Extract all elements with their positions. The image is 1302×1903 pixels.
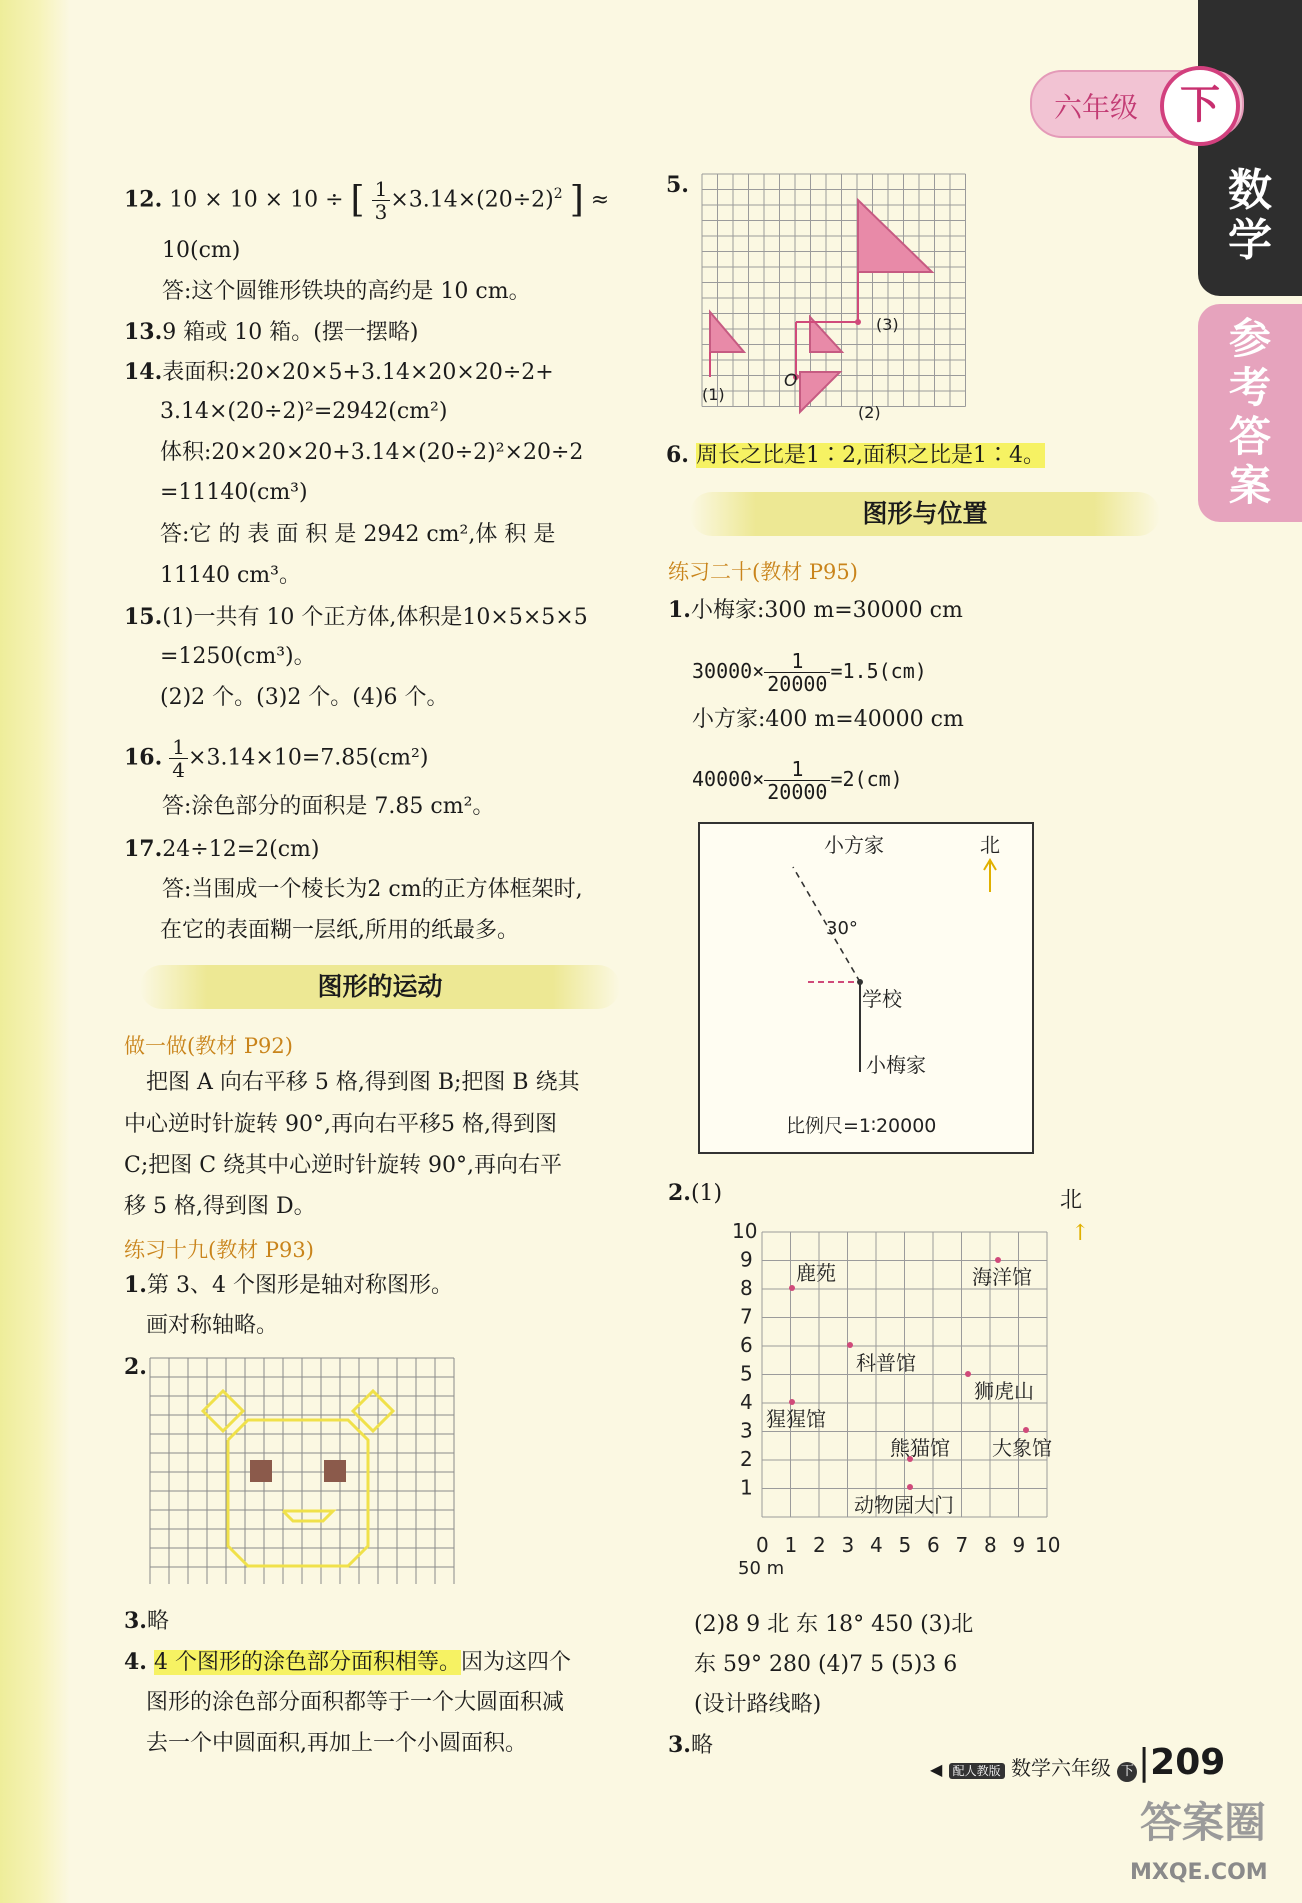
ex20-q1-line2: 30000× $\frac{1}{20000}$ =1.5(cm) <box>692 649 927 696</box>
subheading-zuoyizuo: 做一做(教材 P92) <box>124 1034 293 1058</box>
q13: 13.9 箱或 10 箱。(摆一摆略) <box>124 319 419 345</box>
label-1: (1) <box>702 385 725 404</box>
x-tick-label: 4 <box>870 1533 883 1557</box>
ex20-q2-ans2: 东 59° 280 (4)7 5 (5)3 6 <box>694 1652 958 1677</box>
paper-edge <box>0 0 70 1903</box>
q4-highlight: 4 个图形的涂色部分面积相等。 <box>153 1650 461 1675</box>
ex20-q1-line4: 40000× $\frac{1}{20000}$ =2(cm) <box>692 757 903 804</box>
q17-line3: 在它的表面糊一层纸,所用的纸最多。 <box>160 918 519 943</box>
term-badge: 下 <box>1160 66 1240 146</box>
q14-line6: 11140 cm³。 <box>160 563 301 588</box>
y-tick-label: 5 <box>740 1361 753 1386</box>
section-heading-motion: 图形的运动 <box>140 965 620 1009</box>
zoo-north-label: 北 <box>1060 1188 1083 1213</box>
left-eye-square <box>250 1460 272 1482</box>
subject-tab <box>1198 0 1302 296</box>
zuoyizuo-line2: 中心逆时针旋转 90°,再向右平移5 格,得到图 <box>124 1112 557 1137</box>
q6: 6. 周长之比是1∶2,面积之比是1∶4。 <box>666 442 1045 468</box>
edition-tag: 配人教版 <box>949 1763 1005 1779</box>
place-xingxing: 猩猩馆 <box>766 1407 826 1431</box>
place-gate: 动物园大门 <box>854 1493 954 1517</box>
ex20-q2-ans1: (2)8 9 北 东 18° 450 (3)北 <box>694 1612 974 1637</box>
y-tick-label: 3 <box>740 1418 753 1443</box>
x-tick-label: 7 <box>955 1533 969 1557</box>
label-scale: 比例尺=1∶20000 <box>786 1115 937 1137</box>
q12-fraction: $\frac{1}{3}$ <box>372 178 391 223</box>
q5-grid-figure <box>700 172 970 424</box>
q14-line5: 答:它 的 表 面 积 是 2942 cm²,体 积 是 <box>160 522 556 547</box>
ex20-q3: 3.略 <box>668 1732 713 1758</box>
x-tick-label: 0 <box>756 1533 769 1557</box>
q16-fraction: $\frac{1}{4}$ <box>169 736 188 781</box>
place-shihu: 狮虎山 <box>974 1379 1034 1403</box>
y-tick-label: 1 <box>740 1475 753 1500</box>
place-kepu: 科普馆 <box>856 1351 916 1375</box>
grade-label: 六年级 <box>1054 91 1139 124</box>
section-heading-position: 图形与位置 <box>690 492 1160 536</box>
zoo-coordinate-map <box>730 1222 1066 1592</box>
answers-tab <box>1198 304 1302 522</box>
y-tick-label: 2 <box>740 1447 753 1471</box>
q15-line2: =1250(cm³)。 <box>160 644 316 669</box>
q12-answer: 答:这个圆锥形铁块的高约是 10 cm。 <box>162 279 531 304</box>
place-haiyang: 海洋馆 <box>972 1265 1032 1289</box>
ex19-q4-line1: 4. 4 个图形的涂色部分面积相等。因为这四个 <box>124 1649 571 1675</box>
q16-answer: 答:涂色部分的面积是 7.85 cm²。 <box>162 794 495 819</box>
label-xiaomei: 小梅家 <box>866 1053 926 1077</box>
ex20-q2-head: 2.(1) <box>668 1180 723 1206</box>
zuoyizuo-line1: 把图 A 向右平移 5 格,得到图 B;把图 B 绕其 <box>146 1070 580 1095</box>
q15-line1: 15.(1)一共有 10 个正方体,体积是10×5×5×5 <box>124 604 588 630</box>
place-xiongmao: 熊猫馆 <box>890 1436 950 1460</box>
label-2: (2) <box>858 403 881 422</box>
zuoyizuo-line3: C;把图 C 绕其中心逆时针旋转 90°,再向右平 <box>124 1153 563 1178</box>
q17-line2: 答:当围成一个棱长为2 cm的正方体框架时, <box>162 877 583 902</box>
x-tick-label: 9 <box>1012 1533 1026 1557</box>
q14-line1: 14.表面积:20×20×5+3.14×20×20÷2+ <box>124 359 554 385</box>
y-tick-label: 8 <box>740 1276 753 1300</box>
watermark-url: MXQE.COM <box>1130 1860 1268 1885</box>
q6-highlight: 周长之比是1∶2,面积之比是1∶4。 <box>695 443 1045 468</box>
ex19-q4-line2: 图形的涂色部分面积都等于一个大圆面积减 <box>146 1690 565 1715</box>
ex20-q1-line3: 小方家:400 m=40000 cm <box>692 707 964 732</box>
q17-line1: 17.24÷12=2(cm) <box>124 836 320 862</box>
q5-num: 5. <box>666 172 689 198</box>
q1-fraction-2: $\frac{1}{20000}$ <box>764 758 830 803</box>
x-tick-label: 8 <box>984 1533 997 1557</box>
zoo-scale-unit: 50 m <box>738 1558 785 1579</box>
school-map-figure <box>698 822 1034 1154</box>
q12-line1: 12. 10 × 10 × 10 ÷ [ $\frac{1}{3}$ $\times 3.14\times(20\div 2)^2$ ] ≈ <box>124 177 610 224</box>
ex20-q1-line1: 1.小梅家:300 m=30000 cm <box>668 597 963 623</box>
y-tick-label: 6 <box>740 1333 753 1357</box>
q15-line3: (2)2 个。(3)2 个。(4)6 个。 <box>160 685 449 710</box>
place-luyuan: 鹿苑 <box>796 1261 836 1285</box>
x-tick-label: 10 <box>1035 1533 1061 1557</box>
page-number: |209 <box>1138 1742 1226 1783</box>
label-school: 学校 <box>862 987 902 1011</box>
ex19-q1-line2: 画对称轴略。 <box>146 1313 279 1338</box>
x-tick-label: 2 <box>813 1533 826 1557</box>
q14-line4: =11140(cm³) <box>160 480 308 505</box>
ex19-q3: 3.略 <box>124 1608 169 1634</box>
label-3: (3) <box>876 315 899 334</box>
ex19-q1-line1: 1.第 3、4 个图形是轴对称图形。 <box>124 1272 453 1298</box>
ex19-q2-grid-figure <box>148 1356 458 1584</box>
label-origin: O <box>784 371 798 391</box>
y-tick-label: 4 <box>740 1390 753 1414</box>
subject-title: 数学 <box>1228 165 1272 266</box>
x-tick-label: 5 <box>898 1533 912 1557</box>
term-mini-badge: 下 <box>1117 1762 1137 1782</box>
label-north: 北 <box>980 833 1000 857</box>
grade-badge <box>1030 70 1244 138</box>
y-tick-label: 10 <box>732 1222 758 1243</box>
ex19-q4-line3: 去一个中圆面积,再加上一个小圆面积。 <box>146 1731 527 1756</box>
right-eye-square <box>324 1460 346 1482</box>
subheading-ex19: 练习十九(教材 P93) <box>124 1238 314 1262</box>
watermark-logo: 答案圈 <box>1140 1798 1267 1847</box>
zuoyizuo-line4: 移 5 格,得到图 D。 <box>124 1194 316 1219</box>
q14-line2: 3.14×(20÷2)²=2942(cm²) <box>160 399 448 424</box>
zoo-north-arrow: ↑ <box>1071 1221 1090 1246</box>
q16-line1: 16. $\frac{1}{4}$ ×3.14×10=7.85(cm²) <box>124 735 429 782</box>
q12-result: 10(cm) <box>162 238 241 263</box>
ex19-q2-num: 2. <box>124 1354 147 1380</box>
triangle-1-shaded <box>710 312 744 352</box>
x-tick-label: 3 <box>841 1533 855 1557</box>
ex20-q2-ans3: (设计路线略) <box>694 1692 822 1717</box>
subheading-ex20: 练习二十(教材 P95) <box>668 560 858 584</box>
answers-title: 参考答案 <box>1228 314 1271 510</box>
label-angle: 30° <box>826 918 858 939</box>
label-xiaofang: 小方家 <box>824 833 884 857</box>
y-tick-label: 9 <box>740 1247 753 1272</box>
footer-label: ◀ 配人教版 数学六年级 下 <box>930 1752 1137 1782</box>
x-tick-label: 1 <box>784 1533 798 1557</box>
q14-line3: 体积:20×20×20+3.14×(20÷2)²×20÷2 <box>160 440 584 465</box>
x-tick-label: 6 <box>927 1533 940 1557</box>
place-daxiang: 大象馆 <box>992 1436 1052 1460</box>
q1-fraction-1: $\frac{1}{20000}$ <box>764 650 830 695</box>
y-tick-label: 7 <box>740 1304 753 1329</box>
